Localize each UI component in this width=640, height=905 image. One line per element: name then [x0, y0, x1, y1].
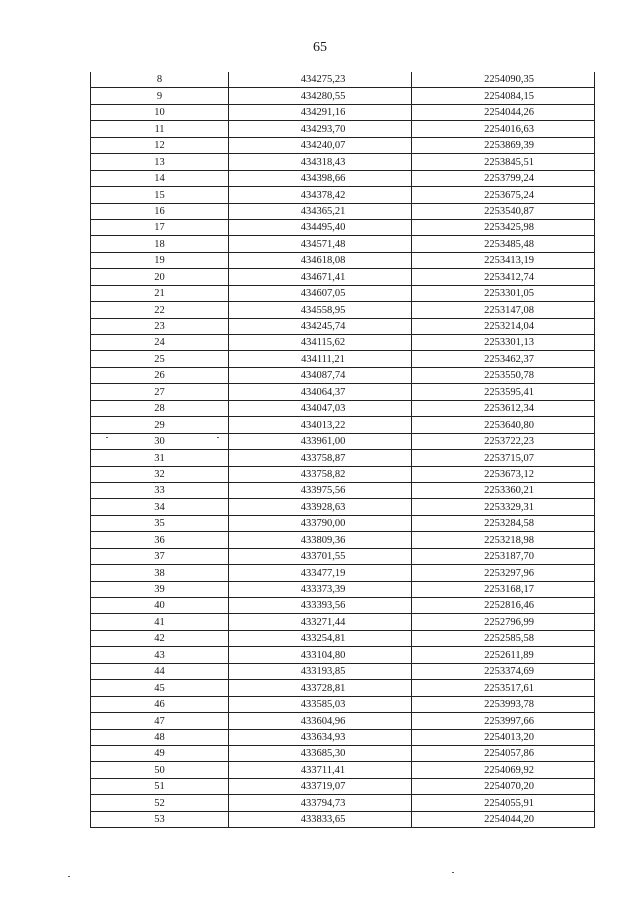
point-number-cell: 47: [91, 713, 229, 729]
y-coordinate-cell: 2253722,23: [412, 433, 595, 449]
y-coordinate-cell: 2253329,31: [412, 499, 595, 515]
x-coordinate-cell: 433604,96: [229, 713, 412, 729]
table-row: [91, 680, 595, 696]
scan-speck: [217, 437, 219, 438]
x-coordinate-cell: 433975,56: [229, 482, 412, 498]
y-coordinate-cell: 2253413,19: [412, 252, 595, 268]
x-coordinate-cell: 433104,80: [229, 647, 412, 663]
point-number-cell: 12: [91, 137, 229, 153]
y-coordinate-cell: 2253540,87: [412, 203, 595, 219]
x-coordinate-cell: 434064,37: [229, 384, 412, 400]
x-coordinate-cell: 434115,62: [229, 335, 412, 351]
point-number-cell: 27: [91, 384, 229, 400]
point-number-cell: 22: [91, 302, 229, 318]
y-coordinate-cell: 2253715,07: [412, 450, 595, 466]
point-number-cell: 21: [91, 285, 229, 301]
y-coordinate-cell: 2253214,04: [412, 318, 595, 334]
x-coordinate-cell: 433685,30: [229, 745, 412, 761]
table-row: [91, 515, 595, 531]
point-number-cell: 52: [91, 795, 229, 811]
point-number-cell: 30: [91, 433, 229, 449]
x-coordinate-cell: 433790,00: [229, 515, 412, 531]
point-number-cell: 20: [91, 269, 229, 285]
x-coordinate-cell: 433477,19: [229, 565, 412, 581]
point-number-cell: 37: [91, 548, 229, 564]
x-coordinate-cell: 433373,39: [229, 581, 412, 597]
y-coordinate-cell: 2254084,15: [412, 88, 595, 104]
y-coordinate-cell: 2254090,35: [412, 72, 595, 88]
table-row: [91, 252, 595, 268]
table-row: [91, 581, 595, 597]
point-number-cell: 36: [91, 532, 229, 548]
table-row: [91, 269, 595, 285]
table-row: [91, 450, 595, 466]
y-coordinate-cell: 2252816,46: [412, 598, 595, 614]
point-number-cell: 38: [91, 565, 229, 581]
x-coordinate-cell: 433193,85: [229, 663, 412, 679]
x-coordinate-cell: 434378,42: [229, 187, 412, 203]
x-coordinate-cell: 434293,70: [229, 121, 412, 137]
table-row: [91, 236, 595, 252]
scan-speck: [452, 872, 454, 873]
x-coordinate-cell: 433794,73: [229, 795, 412, 811]
table-row: [91, 318, 595, 334]
table-row: [91, 499, 595, 515]
x-coordinate-cell: 434495,40: [229, 219, 412, 235]
table-row: [91, 400, 595, 416]
point-number-cell: 32: [91, 466, 229, 482]
table-row: [91, 713, 595, 729]
y-coordinate-cell: 2254013,20: [412, 729, 595, 745]
x-coordinate-cell: 433809,36: [229, 532, 412, 548]
table-row: [91, 104, 595, 120]
x-coordinate-cell: 433585,03: [229, 696, 412, 712]
table-row: [91, 88, 595, 104]
y-coordinate-cell: 2254070,20: [412, 778, 595, 794]
y-coordinate-cell: 2252796,99: [412, 614, 595, 630]
y-coordinate-cell: 2253845,51: [412, 154, 595, 170]
point-number-cell: 34: [91, 499, 229, 515]
x-coordinate-cell: 434318,43: [229, 154, 412, 170]
point-number-cell: 40: [91, 598, 229, 614]
table-row: [91, 187, 595, 203]
table-row: [91, 433, 595, 449]
y-coordinate-cell: 2253485,48: [412, 236, 595, 252]
y-coordinate-cell: 2253640,80: [412, 417, 595, 433]
point-number-cell: 49: [91, 745, 229, 761]
table-row: [91, 417, 595, 433]
table-row: [91, 778, 595, 794]
y-coordinate-cell: 2253517,61: [412, 680, 595, 696]
x-coordinate-cell: 434275,23: [229, 72, 412, 88]
x-coordinate-cell: 434398,66: [229, 170, 412, 186]
coordinates-table: [90, 72, 595, 828]
x-coordinate-cell: 434671,41: [229, 269, 412, 285]
y-coordinate-cell: 2252585,58: [412, 630, 595, 646]
table-row: [91, 219, 595, 235]
point-number-cell: 35: [91, 515, 229, 531]
table-row: [91, 384, 595, 400]
x-coordinate-cell: 433758,87: [229, 450, 412, 466]
x-coordinate-cell: 433728,81: [229, 680, 412, 696]
point-number-cell: 33: [91, 482, 229, 498]
x-coordinate-cell: 433719,07: [229, 778, 412, 794]
x-coordinate-cell: 433711,41: [229, 762, 412, 778]
y-coordinate-cell: 2254044,26: [412, 104, 595, 120]
point-number-cell: 17: [91, 219, 229, 235]
y-coordinate-cell: 2253799,24: [412, 170, 595, 186]
point-number-cell: 13: [91, 154, 229, 170]
point-number-cell: 51: [91, 778, 229, 794]
y-coordinate-cell: 2253297,96: [412, 565, 595, 581]
table-row: [91, 729, 595, 745]
y-coordinate-cell: 2253997,66: [412, 713, 595, 729]
y-coordinate-cell: 2253218,98: [412, 532, 595, 548]
y-coordinate-cell: 2253993,78: [412, 696, 595, 712]
table-row: [91, 762, 595, 778]
point-number-cell: 28: [91, 400, 229, 416]
x-coordinate-cell: 433254,81: [229, 630, 412, 646]
y-coordinate-cell: 2252611,89: [412, 647, 595, 663]
scan-speck: [106, 437, 108, 438]
point-number-cell: 31: [91, 450, 229, 466]
y-coordinate-cell: 2253284,58: [412, 515, 595, 531]
point-number-cell: 14: [91, 170, 229, 186]
table-row: [91, 565, 595, 581]
y-coordinate-cell: 2253675,24: [412, 187, 595, 203]
y-coordinate-cell: 2254055,91: [412, 795, 595, 811]
x-coordinate-cell: 434013,22: [229, 417, 412, 433]
y-coordinate-cell: 2253187,70: [412, 548, 595, 564]
table-row: [91, 72, 595, 88]
x-coordinate-cell: 434245,74: [229, 318, 412, 334]
y-coordinate-cell: 2253360,21: [412, 482, 595, 498]
x-coordinate-cell: 434291,16: [229, 104, 412, 120]
scan-speck: [68, 876, 70, 877]
point-number-cell: 45: [91, 680, 229, 696]
y-coordinate-cell: 2253374,69: [412, 663, 595, 679]
point-number-cell: 26: [91, 367, 229, 383]
y-coordinate-cell: 2253301,13: [412, 335, 595, 351]
y-coordinate-cell: 2253869,39: [412, 137, 595, 153]
y-coordinate-cell: 2253612,34: [412, 400, 595, 416]
x-coordinate-cell: 433961,00: [229, 433, 412, 449]
table-row: [91, 351, 595, 367]
x-coordinate-cell: 433271,44: [229, 614, 412, 630]
table-row: [91, 548, 595, 564]
y-coordinate-cell: 2253301,05: [412, 285, 595, 301]
point-number-cell: 50: [91, 762, 229, 778]
y-coordinate-cell: 2254069,92: [412, 762, 595, 778]
x-coordinate-cell: 433758,82: [229, 466, 412, 482]
point-number-cell: 46: [91, 696, 229, 712]
point-number-cell: 11: [91, 121, 229, 137]
page-number: 65: [313, 40, 327, 55]
x-coordinate-cell: 434571,48: [229, 236, 412, 252]
point-number-cell: 8: [91, 72, 229, 88]
table-row: [91, 795, 595, 811]
point-number-cell: 42: [91, 630, 229, 646]
point-number-cell: 19: [91, 252, 229, 268]
y-coordinate-cell: 2253412,74: [412, 269, 595, 285]
table-row: [91, 696, 595, 712]
table-row: [91, 335, 595, 351]
x-coordinate-cell: 434618,08: [229, 252, 412, 268]
x-coordinate-cell: 433393,56: [229, 598, 412, 614]
point-number-cell: 9: [91, 88, 229, 104]
point-number-cell: 15: [91, 187, 229, 203]
point-number-cell: 24: [91, 335, 229, 351]
y-coordinate-cell: 2254016,63: [412, 121, 595, 137]
table-row: [91, 121, 595, 137]
x-coordinate-cell: 434280,55: [229, 88, 412, 104]
y-coordinate-cell: 2253425,98: [412, 219, 595, 235]
table-row: [91, 302, 595, 318]
point-number-cell: 23: [91, 318, 229, 334]
table-row: [91, 614, 595, 630]
point-number-cell: 18: [91, 236, 229, 252]
table-row: [91, 482, 595, 498]
y-coordinate-cell: 2253550,78: [412, 367, 595, 383]
table-row: [91, 203, 595, 219]
y-coordinate-cell: 2253168,17: [412, 581, 595, 597]
y-coordinate-cell: 2254044,20: [412, 811, 595, 827]
x-coordinate-cell: 433634,93: [229, 729, 412, 745]
point-number-cell: 41: [91, 614, 229, 630]
table-row: [91, 367, 595, 383]
table-row: [91, 532, 595, 548]
point-number-cell: 48: [91, 729, 229, 745]
x-coordinate-cell: 434240,07: [229, 137, 412, 153]
x-coordinate-cell: 434607,05: [229, 285, 412, 301]
x-coordinate-cell: 434111,21: [229, 351, 412, 367]
table-row: [91, 811, 595, 827]
y-coordinate-cell: 2253673,12: [412, 466, 595, 482]
point-number-cell: 29: [91, 417, 229, 433]
table-row: [91, 745, 595, 761]
y-coordinate-cell: 2254057,86: [412, 745, 595, 761]
point-number-cell: 44: [91, 663, 229, 679]
x-coordinate-cell: 433701,55: [229, 548, 412, 564]
x-coordinate-cell: 433833,65: [229, 811, 412, 827]
y-coordinate-cell: 2253595,41: [412, 384, 595, 400]
table-row: [91, 137, 595, 153]
table-row: [91, 170, 595, 186]
x-coordinate-cell: 434558,95: [229, 302, 412, 318]
point-number-cell: 10: [91, 104, 229, 120]
table-row: [91, 598, 595, 614]
table-row: [91, 663, 595, 679]
y-coordinate-cell: 2253462,37: [412, 351, 595, 367]
table-row: [91, 630, 595, 646]
point-number-cell: 25: [91, 351, 229, 367]
coordinates-table-body: [91, 72, 595, 828]
table-row: [91, 285, 595, 301]
point-number-cell: 53: [91, 811, 229, 827]
x-coordinate-cell: 434087,74: [229, 367, 412, 383]
point-number-cell: 43: [91, 647, 229, 663]
point-number-cell: 16: [91, 203, 229, 219]
y-coordinate-cell: 2253147,08: [412, 302, 595, 318]
table-row: [91, 154, 595, 170]
x-coordinate-cell: 433928,63: [229, 499, 412, 515]
x-coordinate-cell: 434047,03: [229, 400, 412, 416]
table-row: [91, 466, 595, 482]
point-number-cell: 39: [91, 581, 229, 597]
x-coordinate-cell: 434365,21: [229, 203, 412, 219]
table-row: [91, 647, 595, 663]
